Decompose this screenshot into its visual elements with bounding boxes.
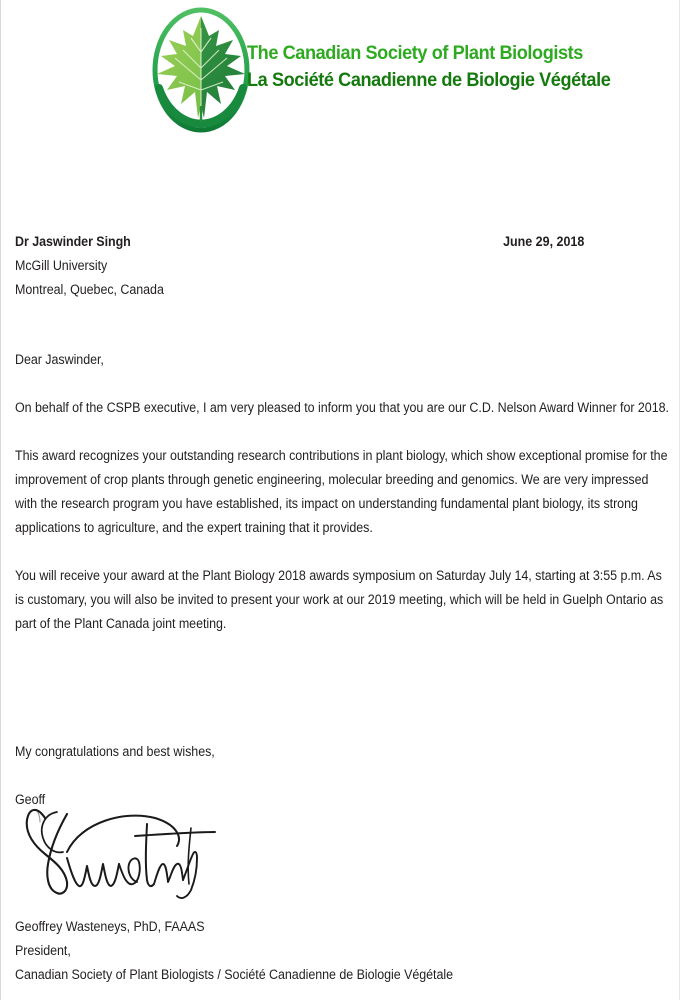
salutation: Dear Jaswinder,	[15, 352, 104, 368]
organization-names	[247, 40, 677, 94]
addressee-location: Montreal, Quebec, Canada	[15, 282, 164, 298]
maple-leaf-oval-logo-icon	[149, 6, 253, 134]
letter-date: June 29, 2018	[502, 234, 584, 250]
signer-organization: Canadian Society of Plant Biologists / Société Canadienne de Biologie Végétale	[15, 967, 454, 983]
closing-first-name: Geoff	[15, 792, 46, 808]
addressee-institution: McGill University	[15, 258, 108, 274]
letterhead	[1, 0, 680, 140]
addressee-date-row	[15, 230, 667, 254]
signer-title: President,	[15, 943, 71, 959]
organization-name-french: La Société Canadienne de Biologie Végétale	[247, 69, 611, 91]
signoff-block	[15, 915, 667, 987]
paragraph-award-ceremony: You will receive your award at the Plant Biology 2018 awards symposium on Saturday July 14, starting at 3:55 p.m. As is customary, you will also be invited to present your work at our 2019 meeting, which will be held in Guelph Ontario as part of the Plant Canada joint meeting.	[15, 568, 664, 632]
closing-valediction: My congratulations and best wishes,	[15, 744, 215, 760]
addressee-and-date-block	[15, 230, 667, 302]
signer-name-credentials: Geoffrey Wasteneys, PhD, FAAAS	[15, 919, 205, 935]
paragraph-award-rationale: This award recognizes your outstanding research contributions in plant biology, which show exceptional promise for the improvement of crop plants through genetic engineering, molecular breeding and genomics. We are very impressed with the research program you have established, its impact on understanding fundamental plant biology, its strong applications to agriculture, and the expert training that it provides.	[15, 448, 668, 536]
handwritten-signature-image	[15, 792, 255, 900]
letter-paragraphs	[15, 348, 680, 636]
paragraph-award-announcement: On behalf of the CSPB executive, I am very pleased to inform you that you are our C.D. Nelson Award Winner for 2018.	[15, 400, 669, 416]
organization-name-english: The Canadian Society of Plant Biologists	[247, 42, 583, 64]
addressee-name: Dr Jaswinder Singh	[15, 234, 131, 250]
